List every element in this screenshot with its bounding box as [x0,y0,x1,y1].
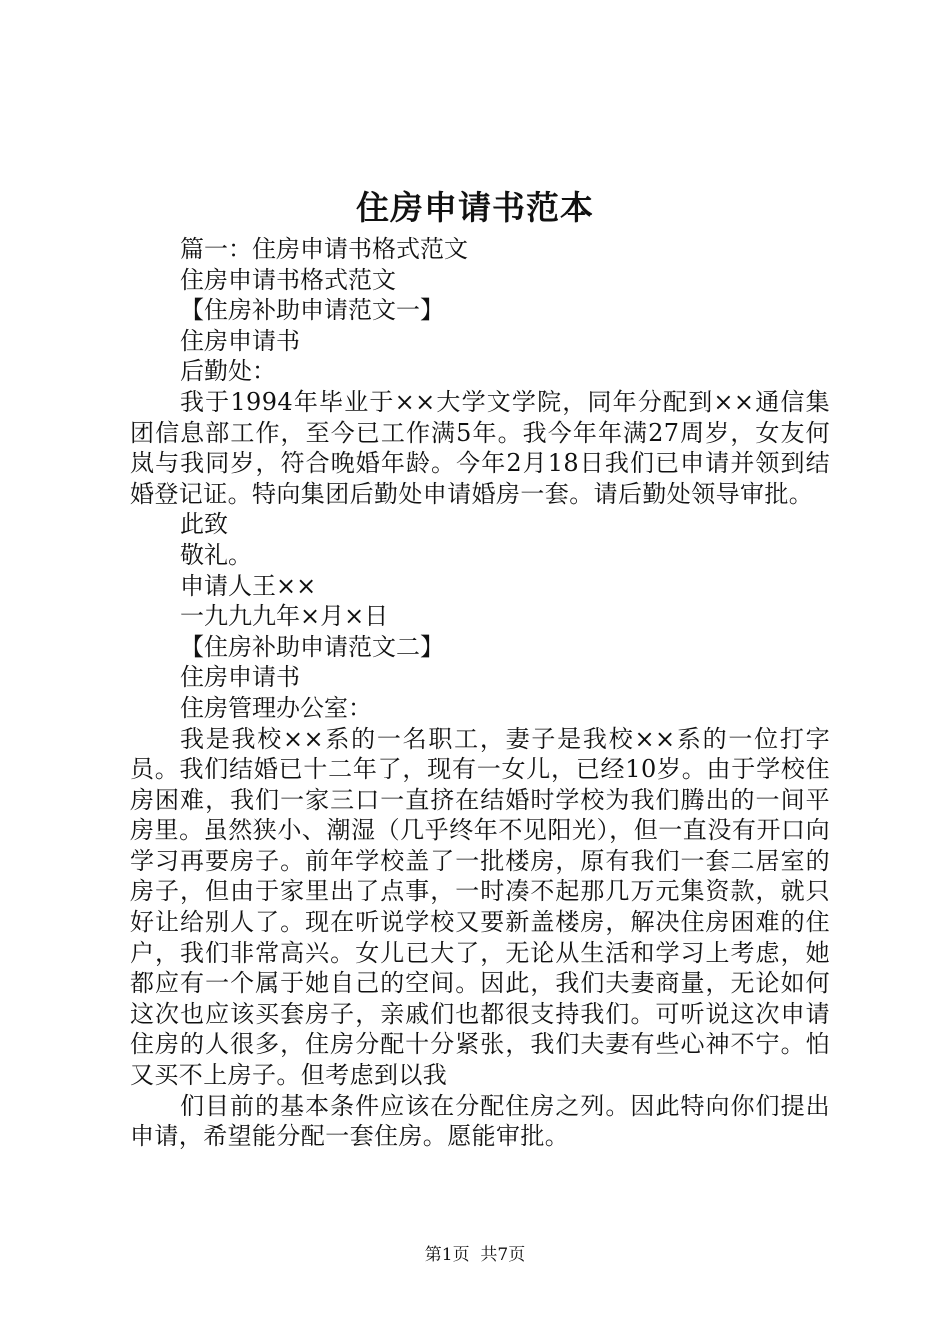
signature-1: 申请人王×× [180,571,317,600]
document-body [130,234,830,1152]
page-footer [0,1244,950,1266]
letter-paragraph-1: 我于1994年毕业于××大学文学院，同年分配到××通信集团信息部工作，至今已工作满5年。我今年年满27周岁，女友何岚与我同岁，符合晚婚年龄。今年2月18日我们已申请并领到结婚登记证。特向集团后勤处申请婚房一套。请后勤处领导审批。 [130,387,830,508]
recipient-2: 住房管理办公室： [180,693,372,722]
letter-paragraph-2: 我是我校××系的一名职工，妻子是我校××系的一位打字员。我们结婚已十二年了，现有一女儿，已经10岁。由于学校住房困难，我们一家三口一直挤在结婚时学校为我们腾出的一间平房里。虽然狭小、潮湿（几乎终年不见阳光），但一直没有开口向学习再要房子。前年学校盖了一批楼房，原有我们一套二居室的房子，但由于家里出了点事，一时凑不起那几万元集资款，就只好让给别人了。现在听说学校又要新盖楼房，解决住房困难的住户，我们非常高兴。女儿已大了，无论从生活和学习上考虑，她都应有一个属于她自己的空间。因此，我们夫妻商量，无论如何这次也应该买套房子，亲戚们也都很支持我们。可听说这次申请住房的人很多，住房分配十分紧张，我们夫妻有些心神不宁。怕又买不上房子。但考虑到以我 [130,724,830,1090]
section-heading: 篇一：住房申请书格式范文 [180,235,468,263]
page-number: 第1页 [424,1245,470,1265]
letter-paragraph-3: 们目前的基本条件应该在分配住房之列。因此特向你们提出申请，希望能分配一套住房。愿能审批。 [130,1091,830,1151]
example-heading-2: 【住房补助申请范文二】 [180,632,444,661]
recipient-1: 后勤处： [180,357,276,386]
letter-title-2: 住房申请书 [180,663,300,692]
closing-1: 此致 [180,510,228,539]
date-1: 一九九九年×月×日 [180,602,389,631]
subheading: 住房申请书格式范文 [180,265,396,294]
page-total: 共7页 [480,1245,526,1265]
letter-title-1: 住房申请书 [180,326,300,355]
document-title: 住房申请书范本 [356,188,594,227]
salutation-1: 敬礼。 [180,540,252,569]
example-heading-1: 【住房补助申请范文一】 [180,296,444,325]
